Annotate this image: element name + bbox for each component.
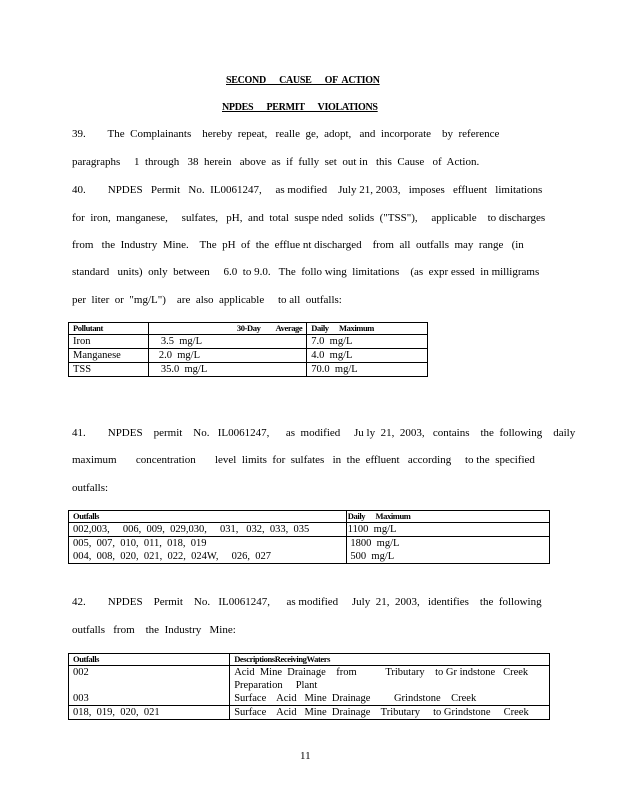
para-42-line-1: 42. NPDES Permit No. IL0061247, as modified July 21, 2003, identifies the following — [72, 596, 542, 608]
table-cell: Acid Mine Drainage from Tributary to Gr indstone Creek Preparation Plant Surface Acid Mine Drainage Grindstone Creek — [230, 666, 550, 706]
page-number: 11 — [300, 750, 311, 762]
table-cell: 002,003, 006, 009, 029,030, 031, 032, 033, 035 — [69, 523, 347, 537]
table-header-row — [69, 511, 550, 523]
table-header-cell: Daily Maximum — [307, 323, 428, 335]
table-cell: 018, 019, 020, 021 — [69, 706, 230, 720]
para-40-line-1: 40. NPDES Permit No. IL0061247, as modified July 21, 2003, imposes effluent limitations — [72, 184, 543, 196]
table-cell: 1800 mg/L 500 mg/L — [346, 537, 549, 564]
para-41-line-1: 41. NPDES permit No. IL0061247, as modified Ju ly 21, 2003, contains the following daily — [72, 427, 576, 439]
table-cell: 005, 007, 010, 011, 018, 019 004, 008, 020, 021, 022, 024W, 026, 027 — [69, 537, 347, 564]
table-row — [69, 349, 428, 363]
outfall-descriptions-table — [68, 653, 550, 720]
table-header-row — [69, 323, 428, 335]
section-subheading: NPDES PERMIT VIOLATIONS — [222, 102, 378, 113]
table-header-cell: Daily Maximum — [346, 511, 549, 523]
table-row — [69, 537, 550, 564]
table-cell: 3.5 mg/L — [148, 335, 306, 349]
table-row — [69, 666, 550, 706]
table-cell: TSS — [69, 363, 149, 377]
table-cell: 1100 mg/L — [346, 523, 549, 537]
table-cell: 4.0 mg/L — [307, 349, 428, 363]
table-header-cell: 30-Day Average — [148, 323, 306, 335]
table-header-cell: Pollutant — [69, 323, 149, 335]
effluent-limits-table — [68, 322, 428, 377]
table-row — [69, 363, 428, 377]
para-40-line-5: per liter or "mg/L") are also applicable to all outfalls: — [72, 294, 342, 306]
table-header-cell: Outfalls — [69, 654, 230, 666]
table-row — [69, 523, 550, 537]
table-cell: Manganese — [69, 349, 149, 363]
para-40-line-4: standard units) only between 6.0 to 9.0. The follo wing limitations (as expr essed in milligrams — [72, 266, 540, 278]
table-row — [69, 706, 550, 720]
para-41-line-2: maximum concentration level limits for sulfates in the effluent according to the specified — [72, 454, 535, 466]
para-40-line-2: for iron, manganese, sulfates, pH, and total suspe nded solids ("TSS"), applicable to discharges — [72, 212, 546, 224]
table-header-row — [69, 654, 550, 666]
para-41-line-3: outfalls: — [72, 482, 109, 494]
table-cell: Surface Acid Mine Drainage Tributary to Grindstone Creek — [230, 706, 550, 720]
table-header-cell: DescriptionsReceivingWaters — [230, 654, 550, 666]
table-cell: 7.0 mg/L — [307, 335, 428, 349]
table-cell: 002 003 — [69, 666, 230, 706]
section-heading: SECOND CAUSE OF ACTION — [226, 75, 380, 86]
table-cell: Iron — [69, 335, 149, 349]
table-cell: 35.0 mg/L — [148, 363, 306, 377]
table-row — [69, 335, 428, 349]
table-header-cell: Outfalls — [69, 511, 347, 523]
sulfate-limits-table — [68, 510, 550, 564]
para-42-line-2: outfalls from the Industry Mine: — [72, 624, 236, 636]
para-39-line-1: 39. The Complainants hereby repeat, realle ge, adopt, and incorporate by reference — [72, 128, 500, 140]
table-cell: 70.0 mg/L — [307, 363, 428, 377]
para-39-line-2: paragraphs 1 through 38 herein above as if fully set out in this Cause of Action. — [72, 156, 480, 168]
para-40-line-3: from the Industry Mine. The pH of the efflue nt discharged from all outfalls may range (in — [72, 239, 524, 251]
table-cell: 2.0 mg/L — [148, 349, 306, 363]
